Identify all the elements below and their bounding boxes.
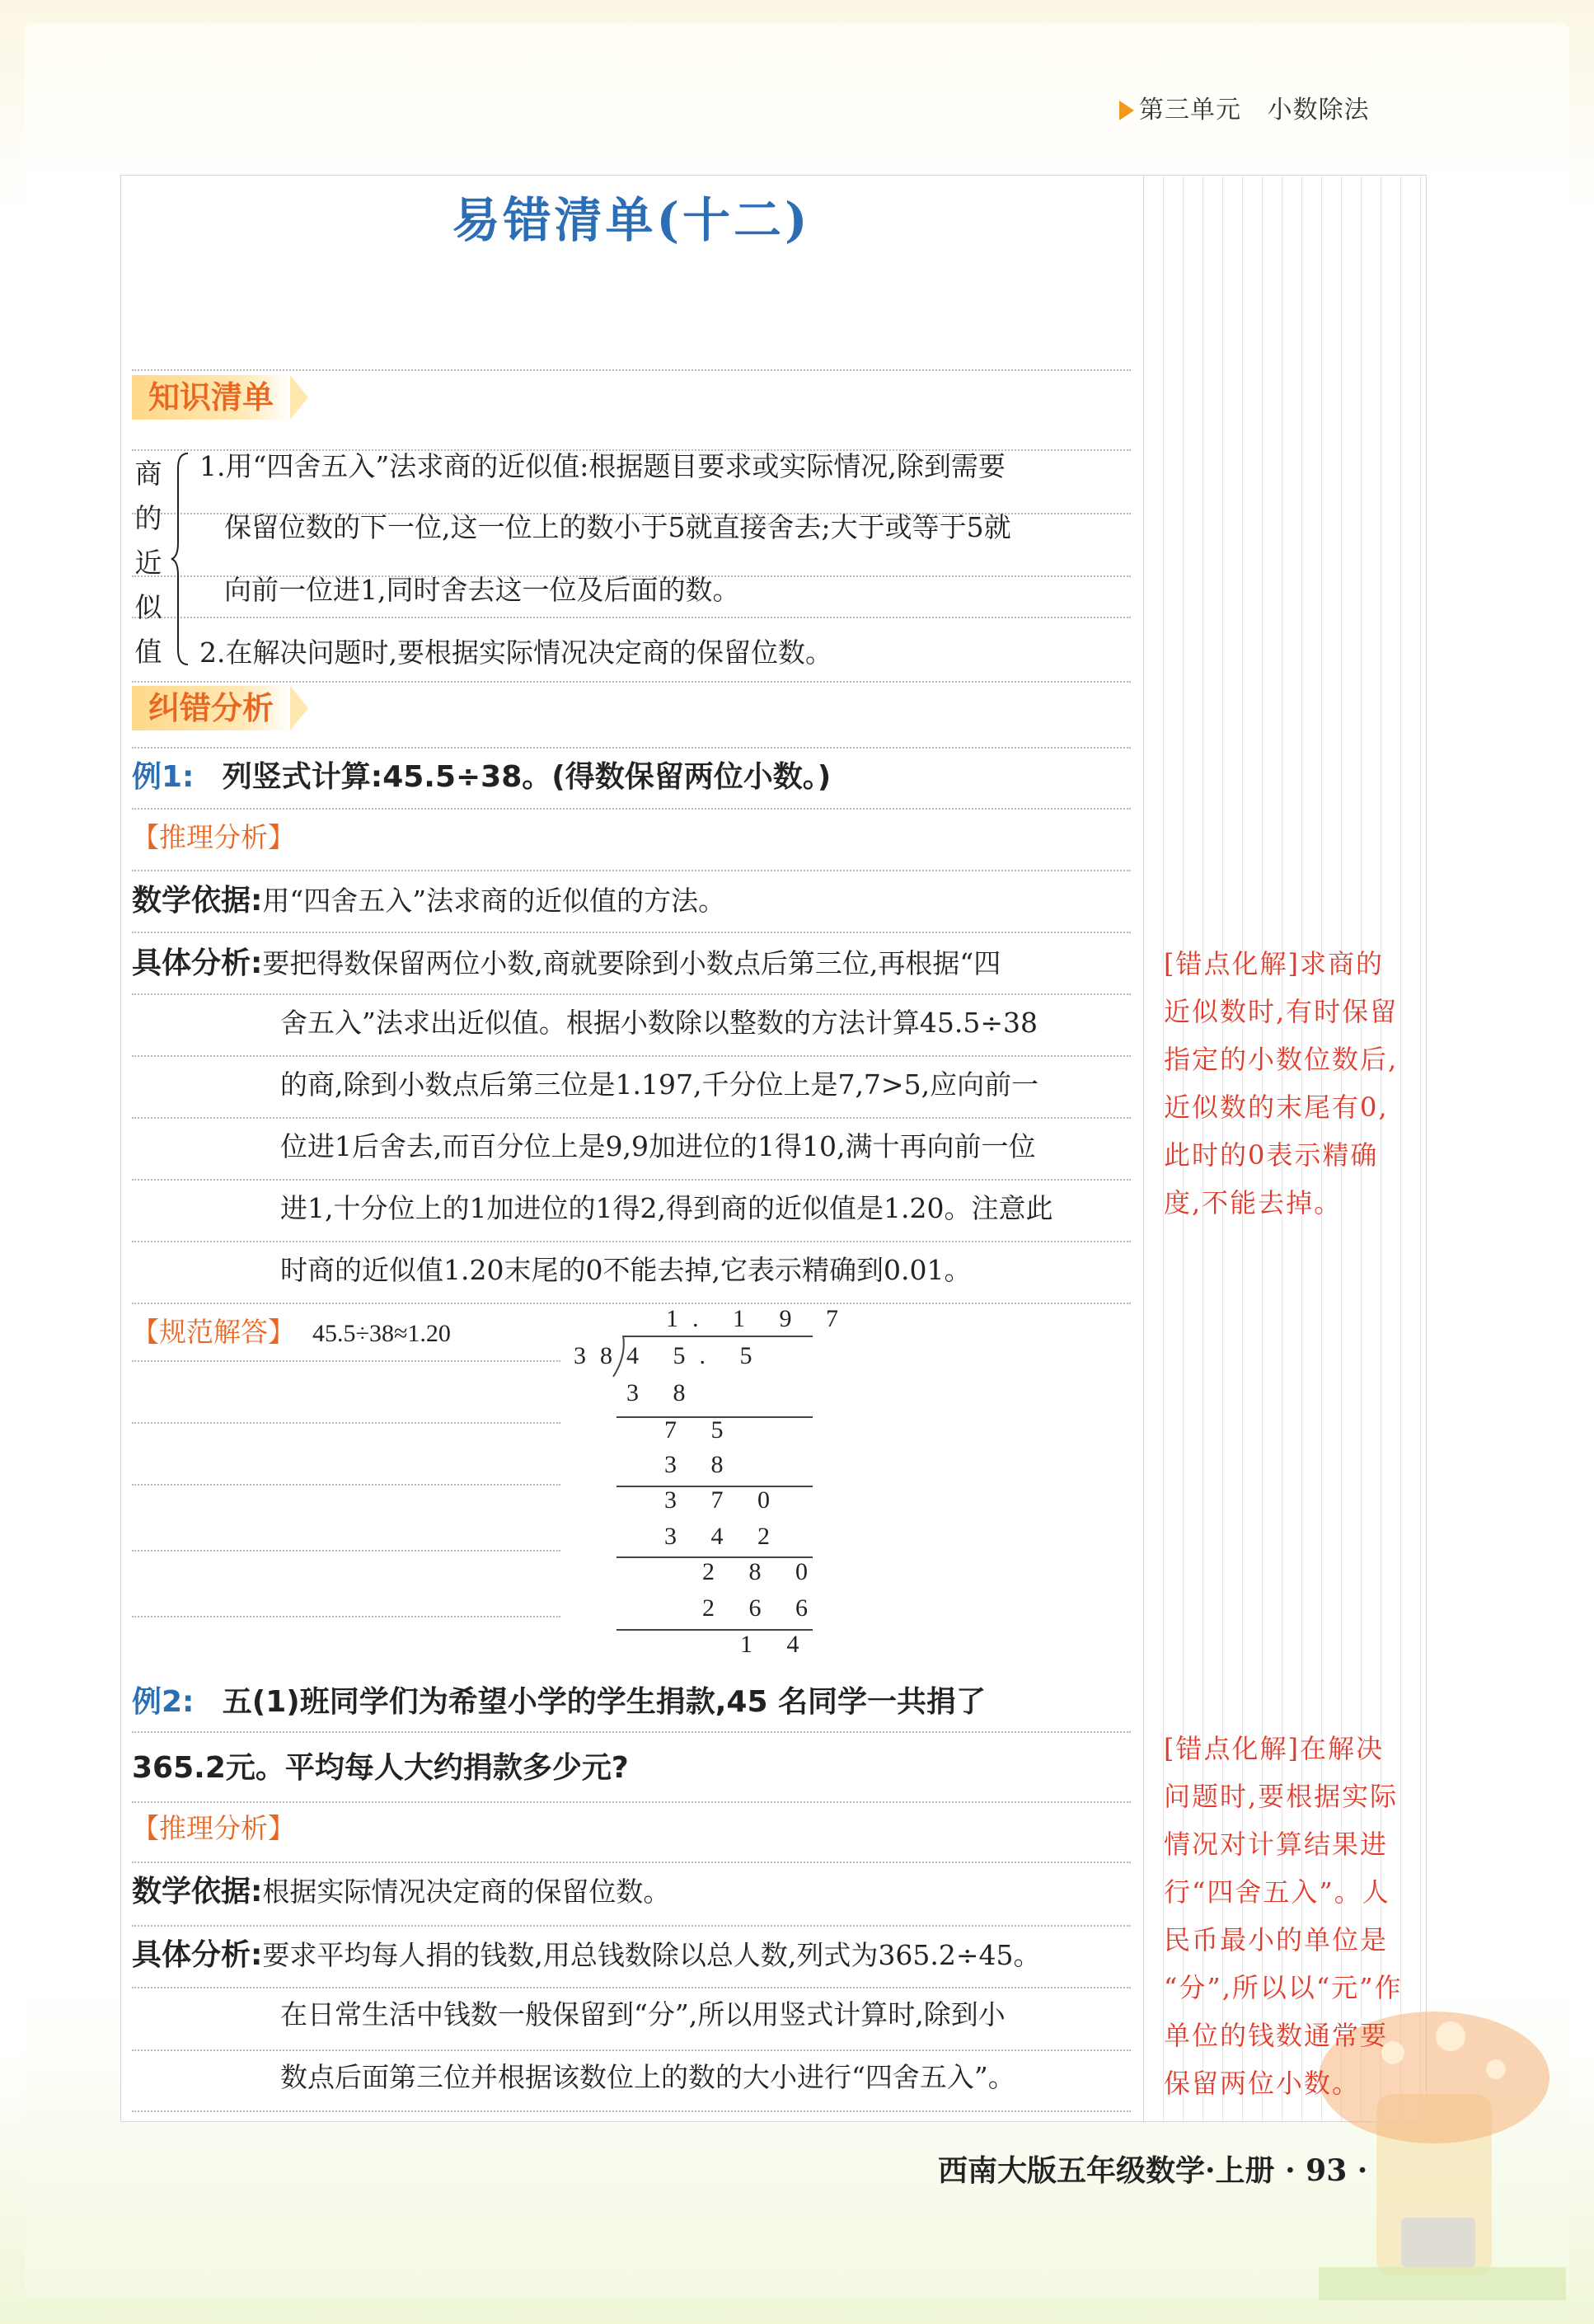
example-1-detail-6: 时商的近似值1.20末尾的0不能去掉,它表示精确到0.01。 bbox=[280, 1254, 972, 1286]
dotted-divider bbox=[132, 1987, 1131, 1988]
vertical-char: 商 bbox=[134, 458, 162, 490]
example-1-label: 例1: bbox=[132, 760, 195, 794]
example-1-basis bbox=[132, 877, 725, 919]
side-note-line: 保留两位小数。 bbox=[1164, 2068, 1361, 2099]
dotted-divider bbox=[132, 1179, 1131, 1181]
side-note-line: “分”,所以以“元”作 bbox=[1164, 1972, 1403, 2003]
knowledge-line-1: 1.用“四舍五入”法求商的近似值:根据题目要求或实际情况,除到需要 bbox=[199, 450, 1006, 482]
side-note-line: 此时的0表示精确 bbox=[1164, 1139, 1379, 1171]
example-1-heading bbox=[132, 754, 831, 796]
vertical-char: 的 bbox=[134, 502, 162, 534]
side-note-line: 情况对计算结果进 bbox=[1164, 1829, 1389, 1860]
dotted-divider bbox=[132, 617, 1131, 618]
vertical-char: 似 bbox=[134, 591, 162, 623]
example-1-detail-4: 位进1后舍去,而百分位上是9,9加进位的1得10,满十再向前一位 bbox=[280, 1130, 1036, 1162]
side-note-2 bbox=[1164, 1725, 1424, 2107]
example-2-label: 例2: bbox=[132, 1685, 195, 1719]
answer-tag: 【规范解答】 bbox=[132, 1316, 295, 1348]
example-2-detail-2: 在日常生活中钱数一般保留到“分”,所以用竖式计算时,除到小 bbox=[280, 1998, 1006, 2031]
dotted-divider bbox=[132, 1241, 1131, 1242]
dividend: 4 5. 5 bbox=[626, 1342, 767, 1369]
example-1-detail-2: 舍五入”法求出近似值。根据小数除以整数的方法计算45.5÷38 bbox=[280, 1007, 1038, 1039]
side-note-line: 民币最小的单位是 bbox=[1164, 1924, 1389, 1955]
triangle-icon bbox=[1119, 101, 1134, 120]
basis-text: 用“四舍五入”法求商的近似值的方法。 bbox=[262, 885, 726, 917]
example-2-heading bbox=[132, 1678, 986, 1721]
dotted-divider bbox=[132, 1616, 560, 1617]
side-note-line: 指定的小数位数后, bbox=[1164, 1044, 1399, 1075]
dotted-divider bbox=[132, 1731, 1131, 1733]
example-2-reason-tag: 【推理分析】 bbox=[132, 1812, 295, 1844]
detail-label: 具体分析: bbox=[132, 946, 263, 980]
book-title: 西南大版五年级数学·上册 bbox=[938, 2153, 1275, 2188]
example-1-answer bbox=[132, 1311, 451, 1350]
division-bar bbox=[623, 1336, 813, 1337]
dotted-divider bbox=[132, 1055, 1131, 1057]
knowledge-line-4: 2.在解决问题时,要根据实际情况决定商的保留位数。 bbox=[199, 636, 832, 669]
topic-label: 小数除法 bbox=[1267, 96, 1370, 124]
example-2-question-1: 五(1)班同学们为希望小学的学生捐款,45 名同学一共捐了 bbox=[222, 1685, 987, 1719]
example-1-reason-tag: 【推理分析】 bbox=[132, 821, 295, 853]
example-1-detail-1 bbox=[132, 940, 1001, 982]
dotted-divider bbox=[132, 681, 1131, 683]
step-3: 3 8 bbox=[664, 1451, 738, 1478]
step-7: 2 6 6 bbox=[702, 1594, 822, 1622]
dotted-divider bbox=[132, 1484, 560, 1486]
side-note-line: 行“四舍五入”。人 bbox=[1164, 1876, 1390, 1908]
dotted-divider bbox=[132, 1862, 1131, 1863]
step-2: 7 5 bbox=[664, 1416, 738, 1444]
dotted-divider bbox=[132, 1422, 560, 1424]
vertical-char: 近 bbox=[134, 547, 162, 579]
page-footer bbox=[938, 2148, 1367, 2190]
step-5: 3 4 2 bbox=[664, 1523, 784, 1550]
example-1-detail-5: 进1,十分位上的1加进位的1得2,得到商的近似值是1.20。注意此 bbox=[280, 1192, 1053, 1224]
example-2-basis bbox=[132, 1868, 670, 1910]
analysis-tag: 纠错分析 bbox=[132, 686, 290, 730]
dotted-divider bbox=[132, 2110, 1131, 2112]
dotted-divider bbox=[132, 1925, 1131, 1927]
page-number: · 93 · bbox=[1285, 2153, 1368, 2188]
side-note-line: 近似数时,有时保留 bbox=[1164, 996, 1399, 1027]
dotted-divider bbox=[132, 932, 1131, 933]
dotted-divider bbox=[132, 993, 1131, 995]
knowledge-tag: 知识清单 bbox=[132, 375, 290, 420]
page-title: 易错清单(十二) bbox=[452, 192, 811, 248]
dotted-divider bbox=[132, 1303, 1131, 1304]
vertical-label bbox=[132, 452, 165, 674]
detail-text: 要求平均每人捐的钱数,用总钱数除以总人数,列式为365.2÷45。 bbox=[262, 1939, 1041, 1971]
example-2-detail-1 bbox=[132, 1932, 1041, 1974]
dotted-divider bbox=[132, 1360, 560, 1362]
step-6: 2 8 0 bbox=[702, 1558, 822, 1585]
dotted-divider bbox=[132, 1550, 560, 1552]
divisor: 38 bbox=[574, 1342, 626, 1369]
vertical-char: 值 bbox=[134, 636, 162, 668]
step-4: 3 7 0 bbox=[664, 1486, 784, 1514]
quotient: 1. 1 9 7 bbox=[666, 1305, 852, 1332]
dotted-divider bbox=[132, 369, 1131, 371]
dotted-divider bbox=[132, 747, 1131, 749]
dotted-divider bbox=[132, 808, 1131, 810]
division-bracket bbox=[612, 1336, 628, 1377]
dotted-divider bbox=[132, 1117, 1131, 1119]
example-2-detail-3: 数点后面第三位并根据该数位上的数的大小进行“四舍五入”。 bbox=[280, 2061, 1015, 2093]
side-note-line: 近似数的末尾有0, bbox=[1164, 1092, 1389, 1123]
header-breadcrumb bbox=[1119, 89, 1370, 125]
side-note-line: 问题时,要根据实际 bbox=[1164, 1781, 1399, 1812]
detail-label: 具体分析: bbox=[132, 1938, 263, 1972]
basis-text: 根据实际情况决定商的保留位数。 bbox=[262, 1876, 671, 1908]
step-1: 3 8 bbox=[626, 1379, 700, 1406]
step-8: 1 4 bbox=[740, 1631, 813, 1658]
side-note-1 bbox=[1164, 940, 1424, 1227]
answer-text: 45.5÷38≈1.20 bbox=[312, 1320, 451, 1347]
example-1-detail-3: 的商,除到小数点后第三位是1.197,千分位上是7,7>5,应向前一 bbox=[280, 1068, 1039, 1101]
side-note-line: [错点化解]求商的 bbox=[1164, 948, 1384, 979]
side-note-line: [错点化解]在解决 bbox=[1164, 1733, 1384, 1764]
unit-label: 第三单元 bbox=[1139, 96, 1241, 124]
detail-text: 要把得数保留两位小数,商就要除到小数点后第三位,再根据“四 bbox=[262, 947, 1001, 979]
example-2-question-2: 365.2元。平均每人大约捐款多少元? bbox=[132, 1751, 629, 1785]
knowledge-line-3: 向前一位进1,同时舍去这一位及后面的数。 bbox=[224, 574, 740, 606]
example-1-question: 列竖式计算:45.5÷38。(得数保留两位小数。) bbox=[222, 760, 832, 794]
curly-brace bbox=[170, 452, 191, 666]
dotted-divider bbox=[132, 870, 1131, 871]
basis-label: 数学依据: bbox=[132, 884, 263, 918]
dotted-divider bbox=[132, 1801, 1131, 1803]
knowledge-line-2: 保留位数的下一位,这一位上的数小于5就直接舍去;大于或等于5就 bbox=[224, 511, 1011, 543]
basis-label: 数学依据: bbox=[132, 1875, 263, 1908]
dotted-divider bbox=[132, 2049, 1131, 2051]
side-note-line: 单位的钱数通常要 bbox=[1164, 2020, 1389, 2051]
side-note-line: 度,不能去掉。 bbox=[1164, 1187, 1343, 1218]
